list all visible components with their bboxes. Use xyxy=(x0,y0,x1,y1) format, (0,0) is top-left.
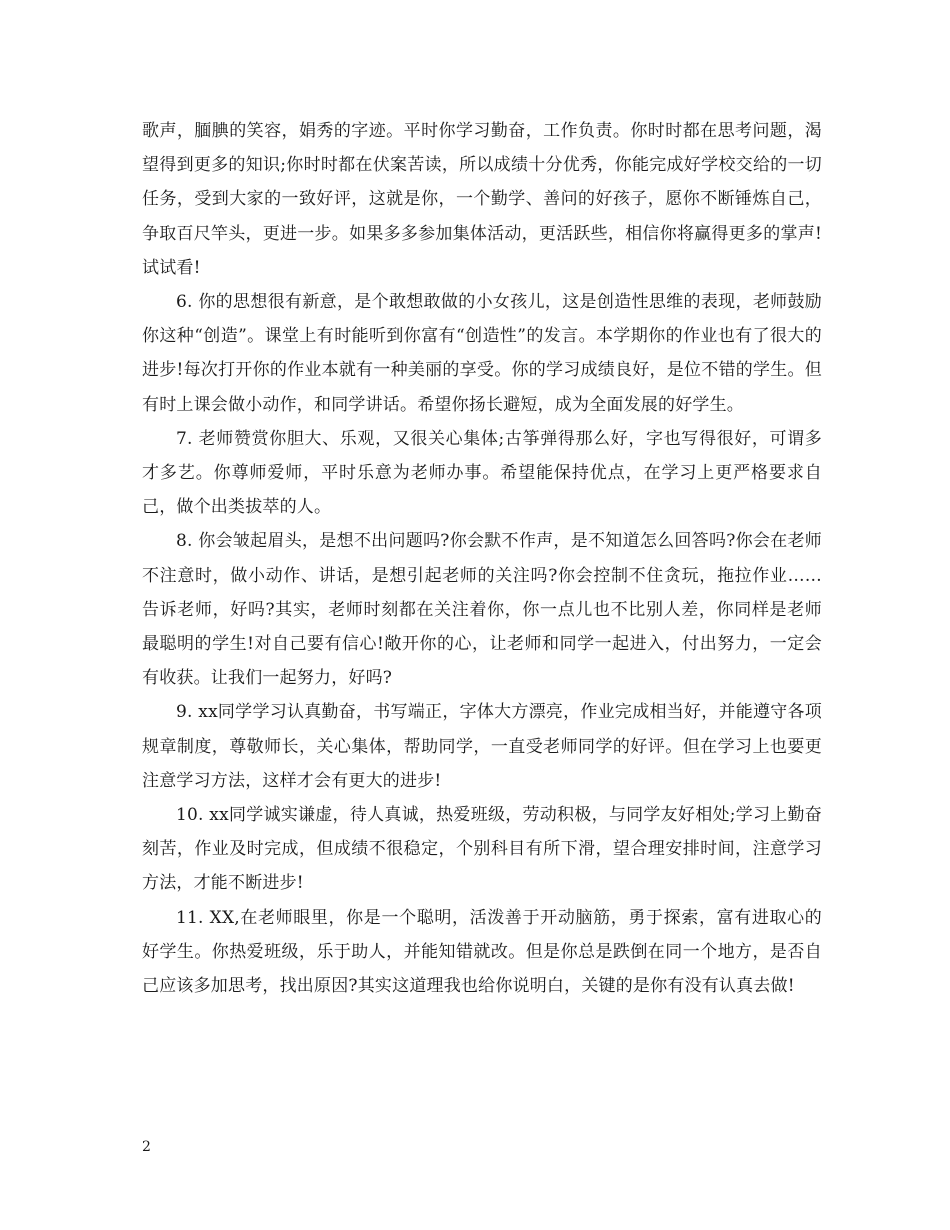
paragraph-item-9: 9. xx同学学习认真勤奋，书写端正，字体大方漂亮，作业完成相当好，并能遵守各项规章制度，尊敬师长，关心集体，帮助同学，一直受老师同学的好评。但在学习上也要更注意学习方法，这样才会有更大的进步! xyxy=(142,702,822,791)
paragraph-item-6: 6. 你的思想很有新意，是个敢想敢做的小女孩儿，这是创造性思维的表现，老师鼓励你这种“创造”。课堂上有时能听到你富有“创造性”的发言。本学期你的作业也有了很大的进步!每次打开你的作业本就有一种美丽的享受。你的学习成绩良好，是位不错的学生。但有时上课会做小动作，和同学讲话。希望你扬长避短，成为全面发展的好学生。 xyxy=(142,292,822,415)
paragraph-item-10: 10. xx同学诚实谦虚，待人真诚，热爱班级，劳动积极，与同学友好相处;学习上勤奋刻苦，作业及时完成，但成绩不很稳定，个别科目有所下滑，望合理安排时间，注意学习方法，才能不断进步! xyxy=(142,805,822,894)
paragraph-item-8: 8. 你会皱起眉头，是想不出问题吗?你会默不作声，是不知道怎么回答吗?你会在老师不注意时，做小动作、讲话，是想引起老师的关注吗?你会控制不住贪玩，拖拉作业……告诉老师，好吗?其实，老师时刻都在关注着你，你一点儿也不比别人差，你同样是老师最聪明的学生!对自己要有信心!敞开你的心，让老师和同学一起进入，付出努力，一定会有收获。让我们一起努力，好吗? xyxy=(142,531,822,689)
document-body xyxy=(142,114,822,1003)
paragraph-continuation: 歌声，腼腆的笑容，娟秀的字迹。平时你学习勤奋，工作负责。你时时都在思考问题，渴望得到更多的知识;你时时都在伏案苦读，所以成绩十分优秀，你能完成好学校交给的一切任务，受到大家的一致好评，这就是你，一个勤学、善问的好孩子，愿你不断锤炼自己，争取百尺竿头，更进一步。如果多多参加集体活动，更活跃些，相信你将赢得更多的掌声!试试看! xyxy=(142,121,822,278)
paragraph-item-7: 7. 老师赞赏你胆大、乐观，又很关心集体;古筝弹得那么好，字也写得很好，可谓多才多艺。你尊师爱师，平时乐意为老师办事。希望能保持优点，在学习上更严格要求自己，做个出类拔萃的人。 xyxy=(142,428,822,518)
paragraph-item-11: 11. XX,在老师眼里，你是一个聪明，活泼善于开动脑筋，勇于探索，富有进取心的好学生。你热爱班级，乐于助人，并能知错就改。但是你总是跌倒在同一个地方，是否自己应该多加思考，找出原因?其实这道理我也给你说明白，关键的是你有没有认真去做! xyxy=(142,907,822,997)
page-number: 2 xyxy=(142,1139,151,1155)
